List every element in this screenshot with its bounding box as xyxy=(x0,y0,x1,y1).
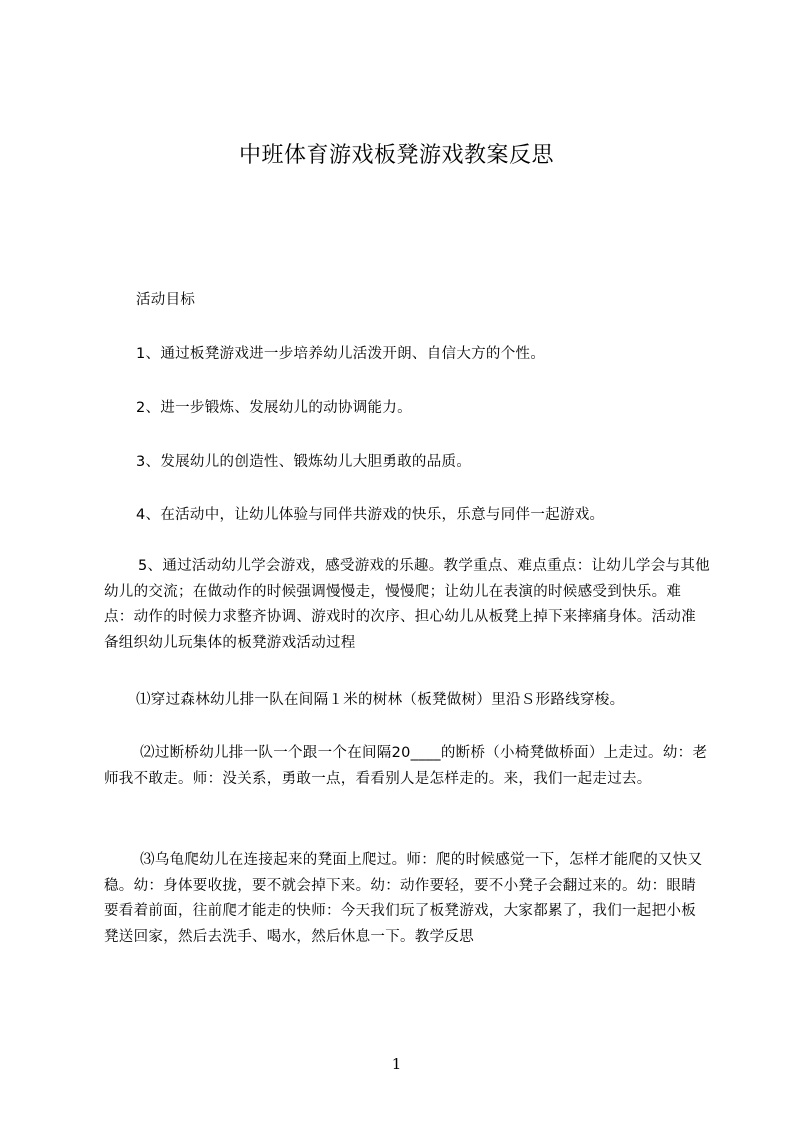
activity-step-3: ⑶乌龟爬幼儿在连接起来的凳面上爬过。师：爬的时候感觉一下，怎样才能爬的又快又稳。幼：身体要收拢，要不就会掉下来。幼：动作要轻，要不小凳子会翻过来的。幼：眼睛要看着前面，往前爬才能走的快师：今天我们玩了板凳游戏，大家都累了，我们一起把小板凳送回家，然后去洗手、喝水，然后休息一下。教学反思 xyxy=(104,852,703,945)
section-heading-activity-goals: 活动目标 xyxy=(136,292,196,308)
goal-item-1: 1、通过板凳游戏进一步培养幼儿活泼开朗、自信大方的个性。 xyxy=(136,346,546,362)
goal-item-4: 4、在活动中，让幼儿体验与同伴共游戏的快乐，乐意与同伴一起游戏。 xyxy=(136,507,605,523)
goal-item-2: 2、进一步锻炼、发展幼儿的动协调能力。 xyxy=(136,400,412,416)
page-number: 1 xyxy=(391,1055,402,1073)
goal-item-5-and-key-points: 5、通过活动幼儿学会游戏，感受游戏的乐趣。教学重点、难点重点：让幼儿学会与其他幼儿的交流；在做动作的时候强调慢慢走，慢慢爬；让幼儿在表演的时候感受到快乐。难点：动作的时候力求整齐协调、游戏时的次序、担心幼儿从板凳上掉下来摔痛身体。活动准备组织幼儿玩集体的板凳游戏活动过程 xyxy=(104,558,710,651)
document-title: 中班体育游戏板凳游戏教案反思 xyxy=(238,143,554,168)
activity-step-2: ⑵过断桥幼儿排一队一个跟一个在间隔20____的断桥（小椅凳做桥面）上走过。幼：老师我不敢走。师：没关系，勇敢一点，看看别人是怎样走的。来，我们一起走过去。 xyxy=(104,745,708,787)
goal-item-3: 3、发展幼儿的创造性、锻炼幼儿大胆勇敢的品质。 xyxy=(136,454,472,470)
activity-step-1: ⑴穿过森林幼儿排一队在间隔１米的树林（板凳做树）里沿Ｓ形路线穿梭。 xyxy=(136,692,625,708)
